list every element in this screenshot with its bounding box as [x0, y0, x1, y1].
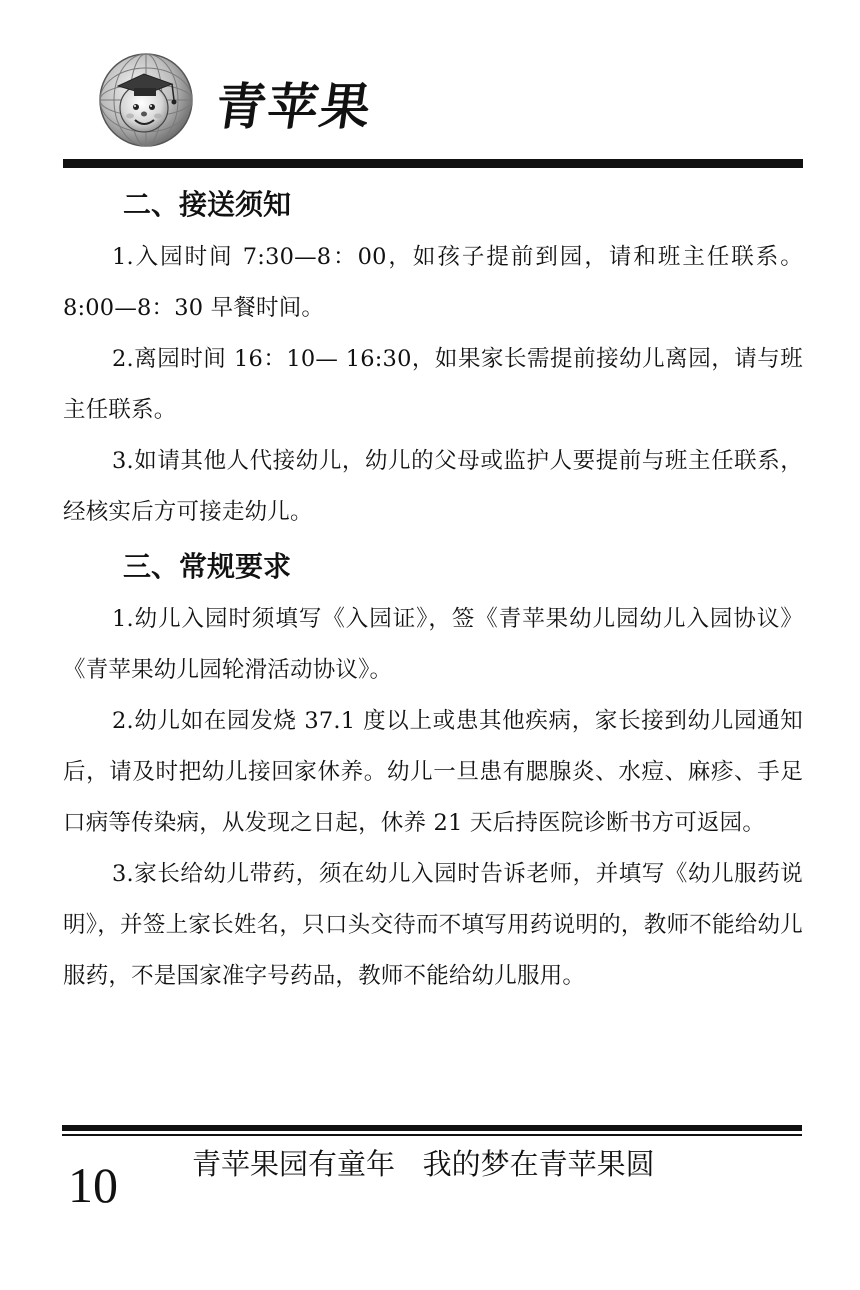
paragraph: 2.幼儿如在园发烧 37.1 度以上或患其他疾病，家长接到幼儿园通知后，请及时把幼儿接回家休养。幼儿一旦患有腮腺炎、水痘、麻疹、手足口病等传染病，从发现之日起，休养 21 天后持医院诊断书方可返园。 [63, 708, 803, 836]
footer-divider [62, 1125, 802, 1131]
header-divider [63, 159, 803, 168]
brand-title: 青苹果 [211, 77, 377, 136]
footer-divider-thin [62, 1134, 802, 1136]
paragraph: 3.如请其他人代接幼儿，幼儿的父母或监护人要提前与班主任联系，经核实后方可接走幼儿。 [63, 448, 803, 525]
paragraph: 1.入园时间 7:30—8：00，如孩子提前到园，请和班主任联系。8:00—8：30 早餐时间。 [63, 244, 803, 321]
paragraph: 1.幼儿入园时须填写《入园证》，签《青苹果幼儿园幼儿入园协议》《青苹果幼儿园轮滑活动协议》。 [63, 606, 803, 683]
page-content [63, 176, 803, 1002]
section-heading-rules: 三、常规要求 [123, 549, 292, 583]
section-heading-pickup: 二、接送须知 [123, 187, 292, 221]
paragraph: 2.离园时间 16：10— 16:30，如果家长需提前接幼儿离园，请与班主任联系。 [63, 346, 803, 423]
footer-slogan: 青苹果园有童年 我的梦在青苹果圆 [192, 1147, 655, 1181]
page-header [0, 0, 860, 175]
paragraph: 3.家长给幼儿带药，须在幼儿入园时告诉老师，并填写《幼儿服药说明》，并签上家长姓名，只口头交待而不填写用药说明的，教师不能给幼儿服药，不是国家准字号药品，教师不能给幼儿服用。 [63, 861, 803, 989]
page-number: 10 [68, 1157, 118, 1213]
kindergarten-mascot-globe-icon [98, 52, 194, 148]
